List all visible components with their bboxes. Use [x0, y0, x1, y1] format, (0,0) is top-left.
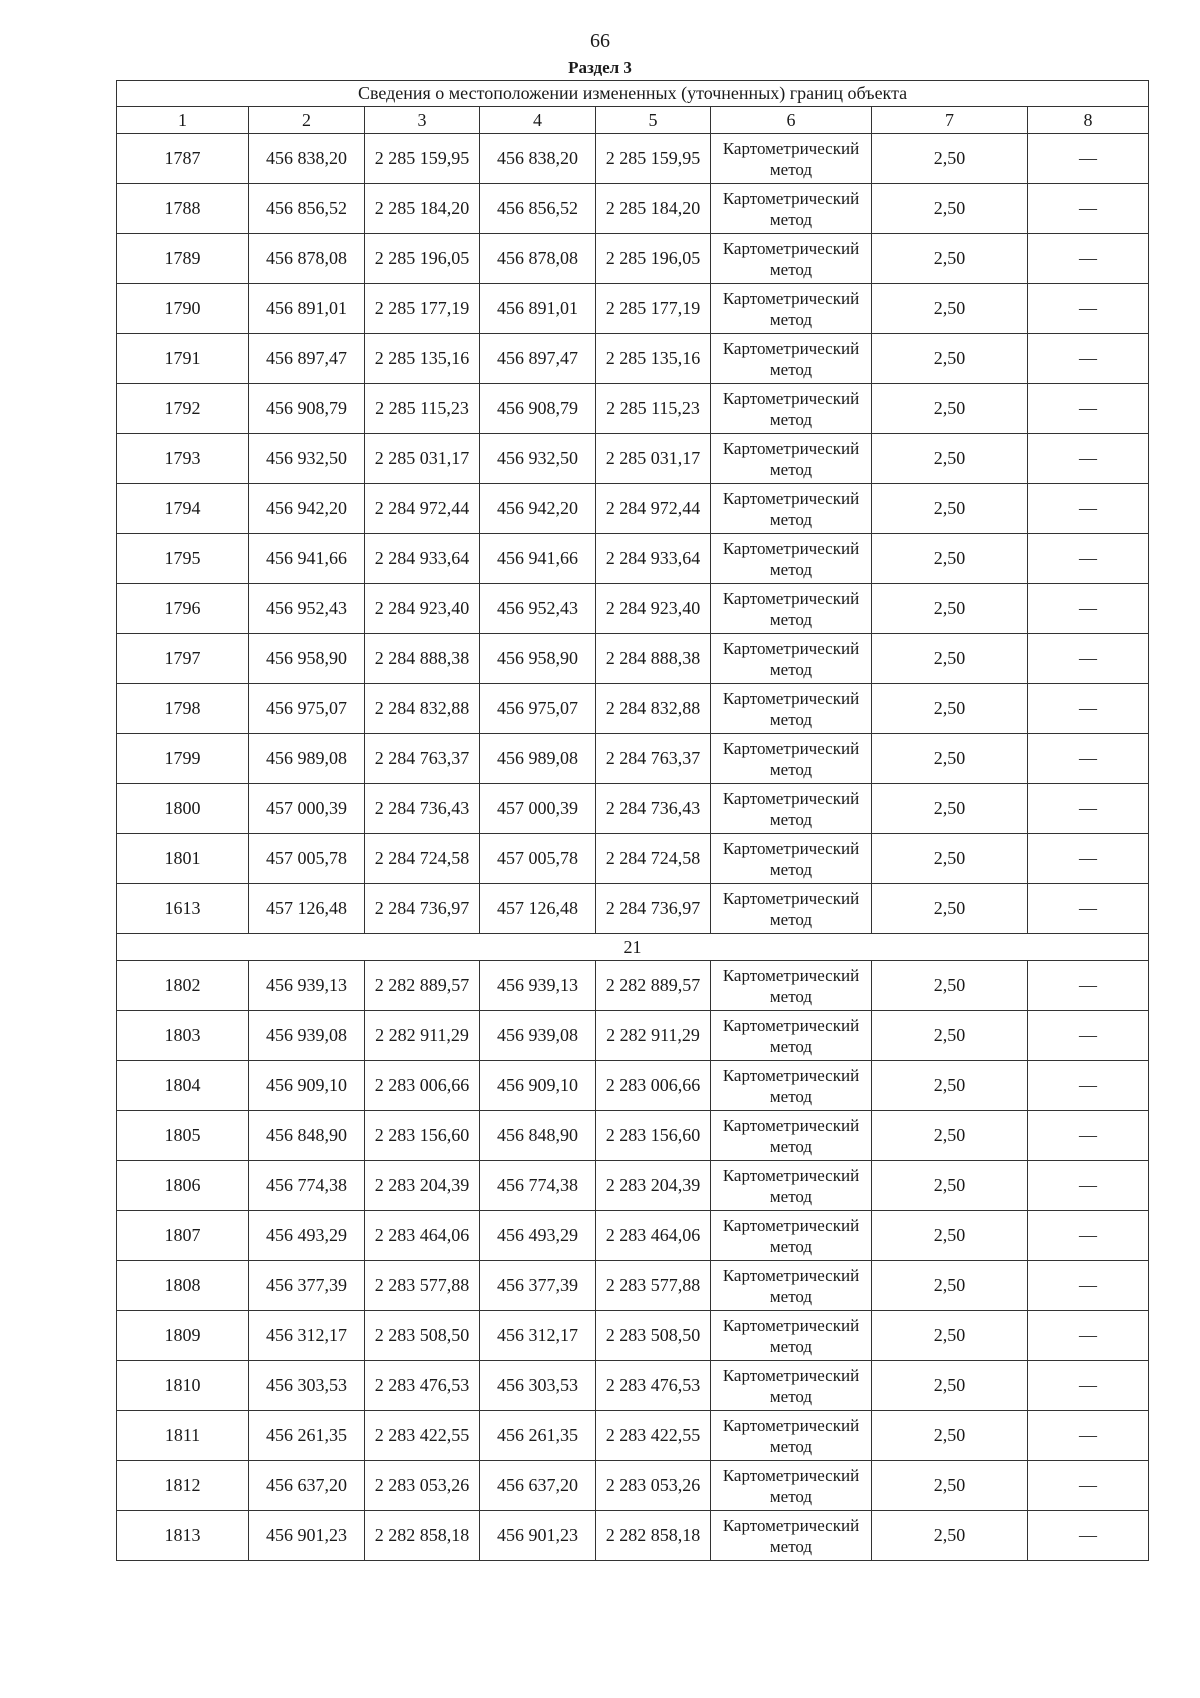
accuracy-cell: 2,50 [872, 1011, 1028, 1061]
point-number-cell: 1793 [117, 434, 249, 484]
point-number-cell: 1811 [117, 1411, 249, 1461]
column-header: 7 [872, 107, 1028, 134]
description-cell: — [1028, 334, 1149, 384]
y-coordinate-cell: 2 284 736,43 [365, 784, 480, 834]
y-coordinate-cell: 2 283 053,26 [365, 1461, 480, 1511]
x-coordinate-cell: 456 637,20 [480, 1461, 596, 1511]
column-header: 3 [365, 107, 480, 134]
accuracy-cell: 2,50 [872, 1211, 1028, 1261]
point-number-cell: 1799 [117, 734, 249, 784]
accuracy-cell: 2,50 [872, 134, 1028, 184]
point-number-cell: 1791 [117, 334, 249, 384]
accuracy-cell: 2,50 [872, 1361, 1028, 1411]
x-coordinate-cell: 456 848,90 [480, 1111, 596, 1161]
point-number-cell: 1803 [117, 1011, 249, 1061]
table-row [117, 1061, 1149, 1111]
description-cell: — [1028, 734, 1149, 784]
x-coordinate-cell: 456 958,90 [249, 634, 365, 684]
x-coordinate-cell: 456 774,38 [480, 1161, 596, 1211]
column-header: 6 [711, 107, 872, 134]
description-cell: — [1028, 1311, 1149, 1361]
x-coordinate-cell: 456 932,50 [249, 434, 365, 484]
y-coordinate-cell: 2 283 006,66 [596, 1061, 711, 1111]
x-coordinate-cell: 456 952,43 [480, 584, 596, 634]
y-coordinate-cell: 2 285 159,95 [365, 134, 480, 184]
x-coordinate-cell: 457 000,39 [480, 784, 596, 834]
description-cell: — [1028, 184, 1149, 234]
point-number-cell: 1809 [117, 1311, 249, 1361]
y-coordinate-cell: 2 283 508,50 [365, 1311, 480, 1361]
accuracy-cell: 2,50 [872, 1511, 1028, 1561]
accuracy-cell: 2,50 [872, 234, 1028, 284]
x-coordinate-cell: 456 312,17 [480, 1311, 596, 1361]
method-cell: Картометрический метод [711, 434, 872, 484]
table-row [117, 1361, 1149, 1411]
method-cell: Картометрический метод [711, 1061, 872, 1111]
table-row [117, 484, 1149, 534]
description-cell: — [1028, 961, 1149, 1011]
y-coordinate-cell: 2 285 177,19 [596, 284, 711, 334]
x-coordinate-cell: 457 126,48 [249, 884, 365, 934]
method-cell: Картометрический метод [711, 334, 872, 384]
accuracy-cell: 2,50 [872, 1411, 1028, 1461]
method-cell: Картометрический метод [711, 534, 872, 584]
accuracy-cell: 2,50 [872, 634, 1028, 684]
y-coordinate-cell: 2 285 115,23 [365, 384, 480, 434]
method-cell: Картометрический метод [711, 834, 872, 884]
point-number-cell: 1796 [117, 584, 249, 634]
y-coordinate-cell: 2 285 196,05 [596, 234, 711, 284]
x-coordinate-cell: 456 908,79 [480, 384, 596, 434]
accuracy-cell: 2,50 [872, 961, 1028, 1011]
description-cell: — [1028, 834, 1149, 884]
column-header: 5 [596, 107, 711, 134]
table-row [117, 184, 1149, 234]
method-cell: Картометрический метод [711, 884, 872, 934]
x-coordinate-cell: 456 908,79 [249, 384, 365, 434]
column-header: 2 [249, 107, 365, 134]
accuracy-cell: 2,50 [872, 484, 1028, 534]
y-coordinate-cell: 2 283 464,06 [596, 1211, 711, 1261]
y-coordinate-cell: 2 283 422,55 [365, 1411, 480, 1461]
table-row [117, 1261, 1149, 1311]
y-coordinate-cell: 2 284 763,37 [365, 734, 480, 784]
x-coordinate-cell: 456 838,20 [249, 134, 365, 184]
point-number-cell: 1794 [117, 484, 249, 534]
y-coordinate-cell: 2 285 031,17 [365, 434, 480, 484]
y-coordinate-cell: 2 284 972,44 [365, 484, 480, 534]
x-coordinate-cell: 456 975,07 [249, 684, 365, 734]
point-number-cell: 1613 [117, 884, 249, 934]
column-header: 4 [480, 107, 596, 134]
x-coordinate-cell: 456 952,43 [249, 584, 365, 634]
accuracy-cell: 2,50 [872, 184, 1028, 234]
x-coordinate-cell: 456 909,10 [480, 1061, 596, 1111]
y-coordinate-cell: 2 285 159,95 [596, 134, 711, 184]
x-coordinate-cell: 456 377,39 [249, 1261, 365, 1311]
y-coordinate-cell: 2 284 724,58 [365, 834, 480, 884]
y-coordinate-cell: 2 283 577,88 [596, 1261, 711, 1311]
method-cell: Картометрический метод [711, 1461, 872, 1511]
y-coordinate-cell: 2 284 832,88 [596, 684, 711, 734]
x-coordinate-cell: 456 878,08 [480, 234, 596, 284]
method-cell: Картометрический метод [711, 961, 872, 1011]
column-header: 1 [117, 107, 249, 134]
method-cell: Картометрический метод [711, 634, 872, 684]
x-coordinate-cell: 456 261,35 [480, 1411, 596, 1461]
x-coordinate-cell: 456 901,23 [480, 1511, 596, 1561]
x-coordinate-cell: 456 939,08 [249, 1011, 365, 1061]
x-coordinate-cell: 456 848,90 [249, 1111, 365, 1161]
x-coordinate-cell: 456 856,52 [480, 184, 596, 234]
table-row [117, 1211, 1149, 1261]
y-coordinate-cell: 2 282 911,29 [596, 1011, 711, 1061]
description-cell: — [1028, 134, 1149, 184]
table-row [117, 1311, 1149, 1361]
y-coordinate-cell: 2 284 888,38 [365, 634, 480, 684]
x-coordinate-cell: 456 909,10 [249, 1061, 365, 1111]
accuracy-cell: 2,50 [872, 784, 1028, 834]
description-cell: — [1028, 1011, 1149, 1061]
x-coordinate-cell: 457 000,39 [249, 784, 365, 834]
y-coordinate-cell: 2 282 889,57 [365, 961, 480, 1011]
table-caption: Сведения о местоположении измененных (уточненных) границ объекта [117, 81, 1149, 107]
x-coordinate-cell: 456 897,47 [480, 334, 596, 384]
point-number-cell: 1790 [117, 284, 249, 334]
page-number: 66 [590, 30, 610, 52]
table-row [117, 734, 1149, 784]
x-coordinate-cell: 457 005,78 [480, 834, 596, 884]
y-coordinate-cell: 2 284 736,97 [365, 884, 480, 934]
table-body [117, 134, 1149, 1561]
table-row [117, 884, 1149, 934]
y-coordinate-cell: 2 282 858,18 [596, 1511, 711, 1561]
y-coordinate-cell: 2 283 577,88 [365, 1261, 480, 1311]
table-row [117, 784, 1149, 834]
table-row [117, 584, 1149, 634]
description-cell: — [1028, 1161, 1149, 1211]
table-row [117, 834, 1149, 884]
description-cell: — [1028, 1361, 1149, 1411]
y-coordinate-cell: 2 282 911,29 [365, 1011, 480, 1061]
description-cell: — [1028, 1261, 1149, 1311]
description-cell: — [1028, 1211, 1149, 1261]
point-number-cell: 1813 [117, 1511, 249, 1561]
description-cell: — [1028, 284, 1149, 334]
method-cell: Картометрический метод [711, 234, 872, 284]
y-coordinate-cell: 2 283 156,60 [365, 1111, 480, 1161]
x-coordinate-cell: 456 303,53 [249, 1361, 365, 1411]
accuracy-cell: 2,50 [872, 284, 1028, 334]
x-coordinate-cell: 456 942,20 [249, 484, 365, 534]
table-row [117, 1411, 1149, 1461]
x-coordinate-cell: 456 989,08 [480, 734, 596, 784]
description-cell: — [1028, 1461, 1149, 1511]
table-row [117, 384, 1149, 434]
accuracy-cell: 2,50 [872, 1061, 1028, 1111]
accuracy-cell: 2,50 [872, 684, 1028, 734]
x-coordinate-cell: 456 975,07 [480, 684, 596, 734]
y-coordinate-cell: 2 283 156,60 [596, 1111, 711, 1161]
point-number-cell: 1788 [117, 184, 249, 234]
point-number-cell: 1795 [117, 534, 249, 584]
accuracy-cell: 2,50 [872, 334, 1028, 384]
method-cell: Картометрический метод [711, 284, 872, 334]
point-number-cell: 1810 [117, 1361, 249, 1411]
point-number-cell: 1812 [117, 1461, 249, 1511]
y-coordinate-cell: 2 283 476,53 [596, 1361, 711, 1411]
x-coordinate-cell: 456 377,39 [480, 1261, 596, 1311]
y-coordinate-cell: 2 284 832,88 [365, 684, 480, 734]
method-cell: Картометрический метод [711, 1161, 872, 1211]
y-coordinate-cell: 2 284 923,40 [596, 584, 711, 634]
accuracy-cell: 2,50 [872, 734, 1028, 784]
y-coordinate-cell: 2 284 736,97 [596, 884, 711, 934]
table-row [117, 334, 1149, 384]
description-cell: — [1028, 634, 1149, 684]
method-cell: Картометрический метод [711, 784, 872, 834]
x-coordinate-cell: 456 303,53 [480, 1361, 596, 1411]
description-cell: — [1028, 1411, 1149, 1461]
x-coordinate-cell: 456 891,01 [249, 284, 365, 334]
description-cell: — [1028, 384, 1149, 434]
table-row [117, 684, 1149, 734]
x-coordinate-cell: 456 856,52 [249, 184, 365, 234]
y-coordinate-cell: 2 283 464,06 [365, 1211, 480, 1261]
table-row [117, 1461, 1149, 1511]
method-cell: Картометрический метод [711, 584, 872, 634]
method-cell: Картометрический метод [711, 1511, 872, 1561]
x-coordinate-cell: 456 493,29 [249, 1211, 365, 1261]
accuracy-cell: 2,50 [872, 584, 1028, 634]
y-coordinate-cell: 2 283 422,55 [596, 1411, 711, 1461]
x-coordinate-cell: 456 941,66 [249, 534, 365, 584]
method-cell: Картометрический метод [711, 1361, 872, 1411]
coordinates-table [116, 80, 1149, 1561]
description-cell: — [1028, 884, 1149, 934]
x-coordinate-cell: 456 939,13 [249, 961, 365, 1011]
x-coordinate-cell: 456 901,23 [249, 1511, 365, 1561]
y-coordinate-cell: 2 284 724,58 [596, 834, 711, 884]
y-coordinate-cell: 2 284 736,43 [596, 784, 711, 834]
x-coordinate-cell: 456 838,20 [480, 134, 596, 184]
contour-group-row [117, 934, 1149, 961]
description-cell: — [1028, 484, 1149, 534]
y-coordinate-cell: 2 285 184,20 [365, 184, 480, 234]
description-cell: — [1028, 784, 1149, 834]
x-coordinate-cell: 457 126,48 [480, 884, 596, 934]
x-coordinate-cell: 456 312,17 [249, 1311, 365, 1361]
y-coordinate-cell: 2 285 184,20 [596, 184, 711, 234]
point-number-cell: 1789 [117, 234, 249, 284]
table-row [117, 634, 1149, 684]
point-number-cell: 1800 [117, 784, 249, 834]
y-coordinate-cell: 2 283 476,53 [365, 1361, 480, 1411]
table-row [117, 1111, 1149, 1161]
point-number-cell: 1807 [117, 1211, 249, 1261]
x-coordinate-cell: 456 774,38 [249, 1161, 365, 1211]
accuracy-cell: 2,50 [872, 1261, 1028, 1311]
y-coordinate-cell: 2 283 006,66 [365, 1061, 480, 1111]
y-coordinate-cell: 2 285 115,23 [596, 384, 711, 434]
table-row [117, 1161, 1149, 1211]
accuracy-cell: 2,50 [872, 384, 1028, 434]
method-cell: Картометрический метод [711, 1011, 872, 1061]
method-cell: Картометрический метод [711, 1261, 872, 1311]
method-cell: Картометрический метод [711, 1111, 872, 1161]
description-cell: — [1028, 534, 1149, 584]
section-title: Раздел 3 [568, 58, 632, 77]
y-coordinate-cell: 2 284 933,64 [365, 534, 480, 584]
table-row [117, 284, 1149, 334]
x-coordinate-cell: 456 891,01 [480, 284, 596, 334]
y-coordinate-cell: 2 282 858,18 [365, 1511, 480, 1561]
point-number-cell: 1801 [117, 834, 249, 884]
method-cell: Картометрический метод [711, 484, 872, 534]
description-cell: — [1028, 1061, 1149, 1111]
accuracy-cell: 2,50 [872, 1461, 1028, 1511]
description-cell: — [1028, 684, 1149, 734]
table-row [117, 234, 1149, 284]
x-coordinate-cell: 456 958,90 [480, 634, 596, 684]
y-coordinate-cell: 2 285 135,16 [365, 334, 480, 384]
point-number-cell: 1787 [117, 134, 249, 184]
y-coordinate-cell: 2 285 135,16 [596, 334, 711, 384]
table-row [117, 434, 1149, 484]
point-number-cell: 1808 [117, 1261, 249, 1311]
point-number-cell: 1805 [117, 1111, 249, 1161]
point-number-cell: 1797 [117, 634, 249, 684]
point-number-cell: 1806 [117, 1161, 249, 1211]
method-cell: Картометрический метод [711, 1311, 872, 1361]
table-row [117, 961, 1149, 1011]
x-coordinate-cell: 456 989,08 [249, 734, 365, 784]
accuracy-cell: 2,50 [872, 1311, 1028, 1361]
point-number-cell: 1792 [117, 384, 249, 434]
accuracy-cell: 2,50 [872, 1161, 1028, 1211]
accuracy-cell: 2,50 [872, 434, 1028, 484]
method-cell: Картометрический метод [711, 134, 872, 184]
y-coordinate-cell: 2 283 508,50 [596, 1311, 711, 1361]
x-coordinate-cell: 456 942,20 [480, 484, 596, 534]
method-cell: Картометрический метод [711, 684, 872, 734]
y-coordinate-cell: 2 284 933,64 [596, 534, 711, 584]
x-coordinate-cell: 456 261,35 [249, 1411, 365, 1461]
x-coordinate-cell: 457 005,78 [249, 834, 365, 884]
y-coordinate-cell: 2 284 923,40 [365, 584, 480, 634]
point-number-cell: 1802 [117, 961, 249, 1011]
x-coordinate-cell: 456 939,08 [480, 1011, 596, 1061]
x-coordinate-cell: 456 939,13 [480, 961, 596, 1011]
y-coordinate-cell: 2 285 196,05 [365, 234, 480, 284]
table-header-row [117, 107, 1149, 134]
y-coordinate-cell: 2 283 053,26 [596, 1461, 711, 1511]
method-cell: Картометрический метод [711, 184, 872, 234]
table-row [117, 1511, 1149, 1561]
y-coordinate-cell: 2 283 204,39 [596, 1161, 711, 1211]
x-coordinate-cell: 456 878,08 [249, 234, 365, 284]
y-coordinate-cell: 2 282 889,57 [596, 961, 711, 1011]
y-coordinate-cell: 2 285 177,19 [365, 284, 480, 334]
y-coordinate-cell: 2 285 031,17 [596, 434, 711, 484]
table-caption-row [117, 81, 1149, 107]
method-cell: Картометрический метод [711, 734, 872, 784]
y-coordinate-cell: 2 284 888,38 [596, 634, 711, 684]
table-row [117, 1011, 1149, 1061]
description-cell: — [1028, 584, 1149, 634]
description-cell: — [1028, 434, 1149, 484]
accuracy-cell: 2,50 [872, 534, 1028, 584]
x-coordinate-cell: 456 897,47 [249, 334, 365, 384]
contour-group-label: 21 [117, 934, 1149, 961]
x-coordinate-cell: 456 637,20 [249, 1461, 365, 1511]
accuracy-cell: 2,50 [872, 1111, 1028, 1161]
description-cell: — [1028, 1111, 1149, 1161]
x-coordinate-cell: 456 493,29 [480, 1211, 596, 1261]
table-row [117, 134, 1149, 184]
y-coordinate-cell: 2 283 204,39 [365, 1161, 480, 1211]
method-cell: Картометрический метод [711, 1411, 872, 1461]
accuracy-cell: 2,50 [872, 834, 1028, 884]
y-coordinate-cell: 2 284 763,37 [596, 734, 711, 784]
description-cell: — [1028, 234, 1149, 284]
accuracy-cell: 2,50 [872, 884, 1028, 934]
method-cell: Картометрический метод [711, 384, 872, 434]
y-coordinate-cell: 2 284 972,44 [596, 484, 711, 534]
x-coordinate-cell: 456 932,50 [480, 434, 596, 484]
method-cell: Картометрический метод [711, 1211, 872, 1261]
point-number-cell: 1798 [117, 684, 249, 734]
table-row [117, 534, 1149, 584]
description-cell: — [1028, 1511, 1149, 1561]
column-header: 8 [1028, 107, 1149, 134]
x-coordinate-cell: 456 941,66 [480, 534, 596, 584]
point-number-cell: 1804 [117, 1061, 249, 1111]
